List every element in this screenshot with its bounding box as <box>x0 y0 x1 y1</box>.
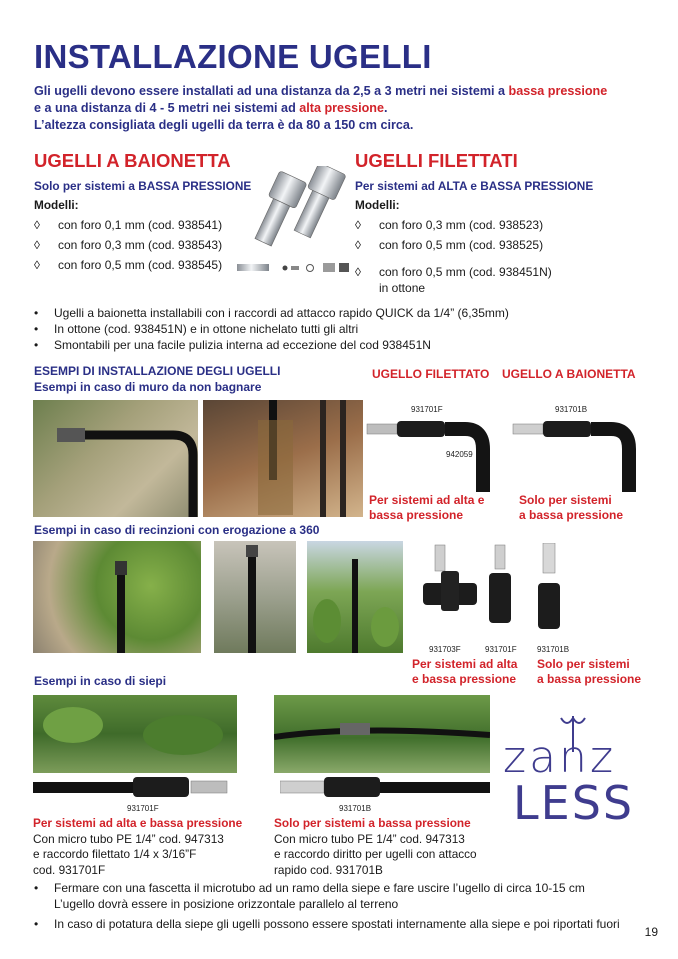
code-931701f-fence: 931701F <box>485 645 517 654</box>
page-title: INSTALLAZIONE UGELLI <box>34 38 432 75</box>
examples-fence-heading: Esempi in caso di recinzioni con erogazione a 360 <box>34 523 320 537</box>
footer-bullet-1: • Fermare con una fascetta il microtubo ad un ramo della siepe e fare uscire l’ugello di circa 10-15 cm <box>34 881 585 895</box>
hedge-right-code: 931701B <box>339 804 372 813</box>
label-ugello-baionetta: UGELLO A BAIONETTA <box>502 367 636 381</box>
hedge-photo-2 <box>274 695 490 773</box>
code-931701b: 931701B <box>555 405 588 414</box>
filettati-subtitle: Per sistemi ad ALTA e BASSA PRESSIONE <box>355 179 594 193</box>
note-3: • Smontabili per una facile pulizia interna ad eccezione del cod 938451N <box>34 338 431 352</box>
logo-word-bottom: LESS <box>513 776 635 830</box>
baionetta-subtitle: Solo per sistemi a BASSA PRESSIONE <box>34 179 252 193</box>
caption-right-right: Solo per sistemi a bassa pressione <box>519 493 624 522</box>
note-1: • Ugelli a baionetta installabili con i raccordi ad attacco rapido QUICK da 1/4” (6,35mm) <box>34 306 509 320</box>
logo-word-top: zanz <box>503 732 617 783</box>
code-931703f: 931703F <box>429 645 461 654</box>
baionetta-model-3: ◊ con foro 0,5 mm (cod. 938545) <box>34 258 223 272</box>
filettati-heading: UGELLI FILETTATI <box>355 150 518 171</box>
intro-line-1: Gli ugelli devono essere installati ad una distanza da 2,5 a 3 metri nei sistemi a bassa pressione <box>34 84 608 98</box>
fence-photo-2 <box>214 541 296 653</box>
fence-fittings-illustration <box>415 543 575 643</box>
code-931701f: 931701F <box>411 405 443 414</box>
filettati-models-label: Modelli: <box>355 198 400 212</box>
intro-line-3: L’altezza consigliata degli ugelli da terra è da 80 a 150 cm circa. <box>34 118 414 132</box>
hedge-left-fitting-illustration <box>33 772 243 802</box>
fittings-illustration <box>365 414 655 494</box>
wall-photo-2 <box>203 400 363 517</box>
zanzless-logo <box>503 712 643 832</box>
intro-alta-pressione: alta pressione <box>299 101 384 115</box>
examples-wall-heading: Esempi in caso di muro da non bagnare <box>34 380 262 394</box>
filettati-model-3-material: in ottone <box>379 281 426 295</box>
caption-fence-right: Solo per sistemi a bassa pressione <box>537 657 642 686</box>
fence-photo-3 <box>307 541 403 653</box>
examples-heading: ESEMPI DI INSTALLAZIONE DEGLI UGELLI <box>34 364 281 378</box>
filettati-model-2: ◊ con foro 0,5 mm (cod. 938525) <box>355 238 544 252</box>
label-ugello-filettato: UGELLO FILETTATO <box>372 367 490 381</box>
examples-hedge-heading: Esempi in caso di siepi <box>34 674 167 688</box>
filettati-model-3: ◊ con foro 0,5 mm (cod. 938451N) <box>355 265 552 279</box>
baionetta-model-1: ◊ con foro 0,1 mm (cod. 938541) <box>34 218 223 232</box>
hedge-left-caption: Per sistemi ad alta e bassa pressione Con micro tubo PE 1/4” cod. 947313 e raccordo filettato 1/4 x 3/16”F cod. 931701F <box>33 816 243 877</box>
caption-right-left: Per sistemi ad alta e bassa pressione <box>369 493 485 522</box>
footer-bullet-1-cont: L’ugello dovrà essere in posizione orizzontale parallelo al terreno <box>54 897 399 911</box>
intro-bassa-pressione: bassa pressione <box>508 84 608 98</box>
note-2: • In ottone (cod. 938451N) e in ottone nichelato tutti gli altri <box>34 322 359 336</box>
baionetta-models-label: Modelli: <box>34 198 79 212</box>
page-number: 19 <box>644 925 658 939</box>
intro-line-2: e a una distanza di 4 - 5 metri nei sistemi ad alta pressione. <box>34 101 388 115</box>
filettati-model-1: ◊ con foro 0,3 mm (cod. 938523) <box>355 218 544 232</box>
code-942059: 942059 <box>446 450 473 459</box>
hedge-left-code: 931701F <box>127 804 159 813</box>
caption-fence-left: Per sistemi ad alta e bassa pressione <box>412 657 518 686</box>
code-931701b-fence: 931701B <box>537 645 570 654</box>
hedge-right-fitting-illustration <box>280 772 490 802</box>
baionetta-model-2: ◊ con foro 0,3 mm (cod. 938543) <box>34 238 223 252</box>
hedge-right-caption: Solo per sistemi a bassa pressione Con micro tubo PE 1/4” cod. 947313 e raccordo diritto per ugelli con attacco rapido cod. 931701B <box>274 816 477 877</box>
nozzle-product-image <box>235 166 353 278</box>
fence-photo-1 <box>33 541 201 653</box>
footer-bullet-2: • In caso di potatura della siepe gli ugelli possono essere spostati internamente alla siepe e poi riportati fuori <box>34 917 620 931</box>
baionetta-heading: UGELLI A BAIONETTA <box>34 150 231 171</box>
wall-photo-1 <box>33 400 198 517</box>
hedge-photo-1 <box>33 695 237 773</box>
